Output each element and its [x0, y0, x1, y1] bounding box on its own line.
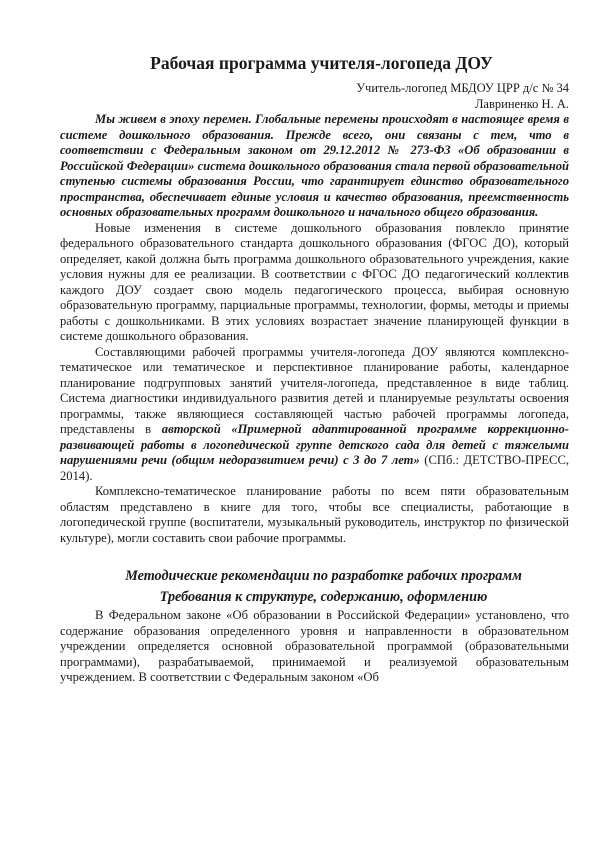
- section-heading-recommendations: Методические рекомендации по разработке рабочих программ: [125, 568, 522, 584]
- section-heading-requirements: Требования к структуре, содержанию, оформлению: [159, 589, 488, 605]
- paragraph-components-start: Составляющими рабочей программы учителя-логопеда ДОУ являются комплексно-тематическое или тематическое и перспективное планирование работы, календарное планирование подгрупповых занятий учителя-логопеда, представленное в виде таблиц. Система диагностики индивидуального развития детей и планируемые результаты освоения программы, также являющиеся составляющей частью рабочей программы логопеда, представлены в: [60, 344, 569, 436]
- paragraph-fgos: Новые изменения в системе дошкольного образования повлекло принятие федерального образовательного стандарта дошкольного образования (ФГОС ДО), который определяет, какой должна быть программа дошкольного образовательного учреждения, какие условия нужны для ее реализации. В соответствии с ФГОС ДО педагогический коллектив каждого ДОУ создает свою модель педагогического процесса, выбирая основную образовательную программу, парциальные программы, технологии, формы, методы и приемы работы с дошкольниками. В этих условиях возрастает значение планирующей функции в системе дошкольного образования.: [60, 220, 569, 343]
- paragraph-planning: Комплексно-тематическое планирование работы по всем пяти образовательным областям представлено в книге для того, чтобы все специалисты, работающие в логопедической группе (воспитатели, музыкальный руководитель, инструктор по физической культуре), могли составить свои рабочие программы.: [60, 484, 569, 545]
- paragraph-federal-law: В Федеральном законе «Об образовании в Российской Федерации» установлено, что содержание образования определенного уровня и направленности в образовательном учреждении определяется основной образовательной программой (образовательными программами), разрабатываемой, принимаемой и реализуемой образовательным учреждением. В соответствии с Федеральным законом «Об: [60, 608, 569, 684]
- document-page: [60, 52, 569, 686]
- document-title: Рабочая программа учителя-логопеда ДОУ: [150, 53, 493, 73]
- intro-paragraph: Мы живем в эпоху перемен. Глобальные перемены происходят в настоящее время в системе дошкольного образования. Прежде всего, они связаны с тем, что в соответствии с Федеральным законом от 29.12.2012 № 273-ФЗ «Об образовании в Российской Федерации» система дошкольного образования стала первой образовательной ступенью системы образования России, что гарантирует единство образовательного пространства, обеспечивает единые условия и качество образования, преемственность основных образовательных программ дошкольного и начального общего образования.: [60, 112, 569, 219]
- author-position: Учитель-логопед МБДОУ ЦРР д/с № 34: [356, 81, 569, 95]
- author-name: Лавриненко Н. А.: [474, 97, 569, 111]
- publisher-reference: (СПб.: ДЕТСТВО-ПРЕСС, 2014).: [60, 453, 569, 483]
- paragraph-program-components: [60, 345, 569, 485]
- program-reference: авторской «Примерной адаптированной программе коррекционно-развивающей работы в логопедической группе детского сада для детей с тяжелыми нарушениями речи (общим недоразвитием речи) с 3 до 7 лет»: [60, 422, 569, 467]
